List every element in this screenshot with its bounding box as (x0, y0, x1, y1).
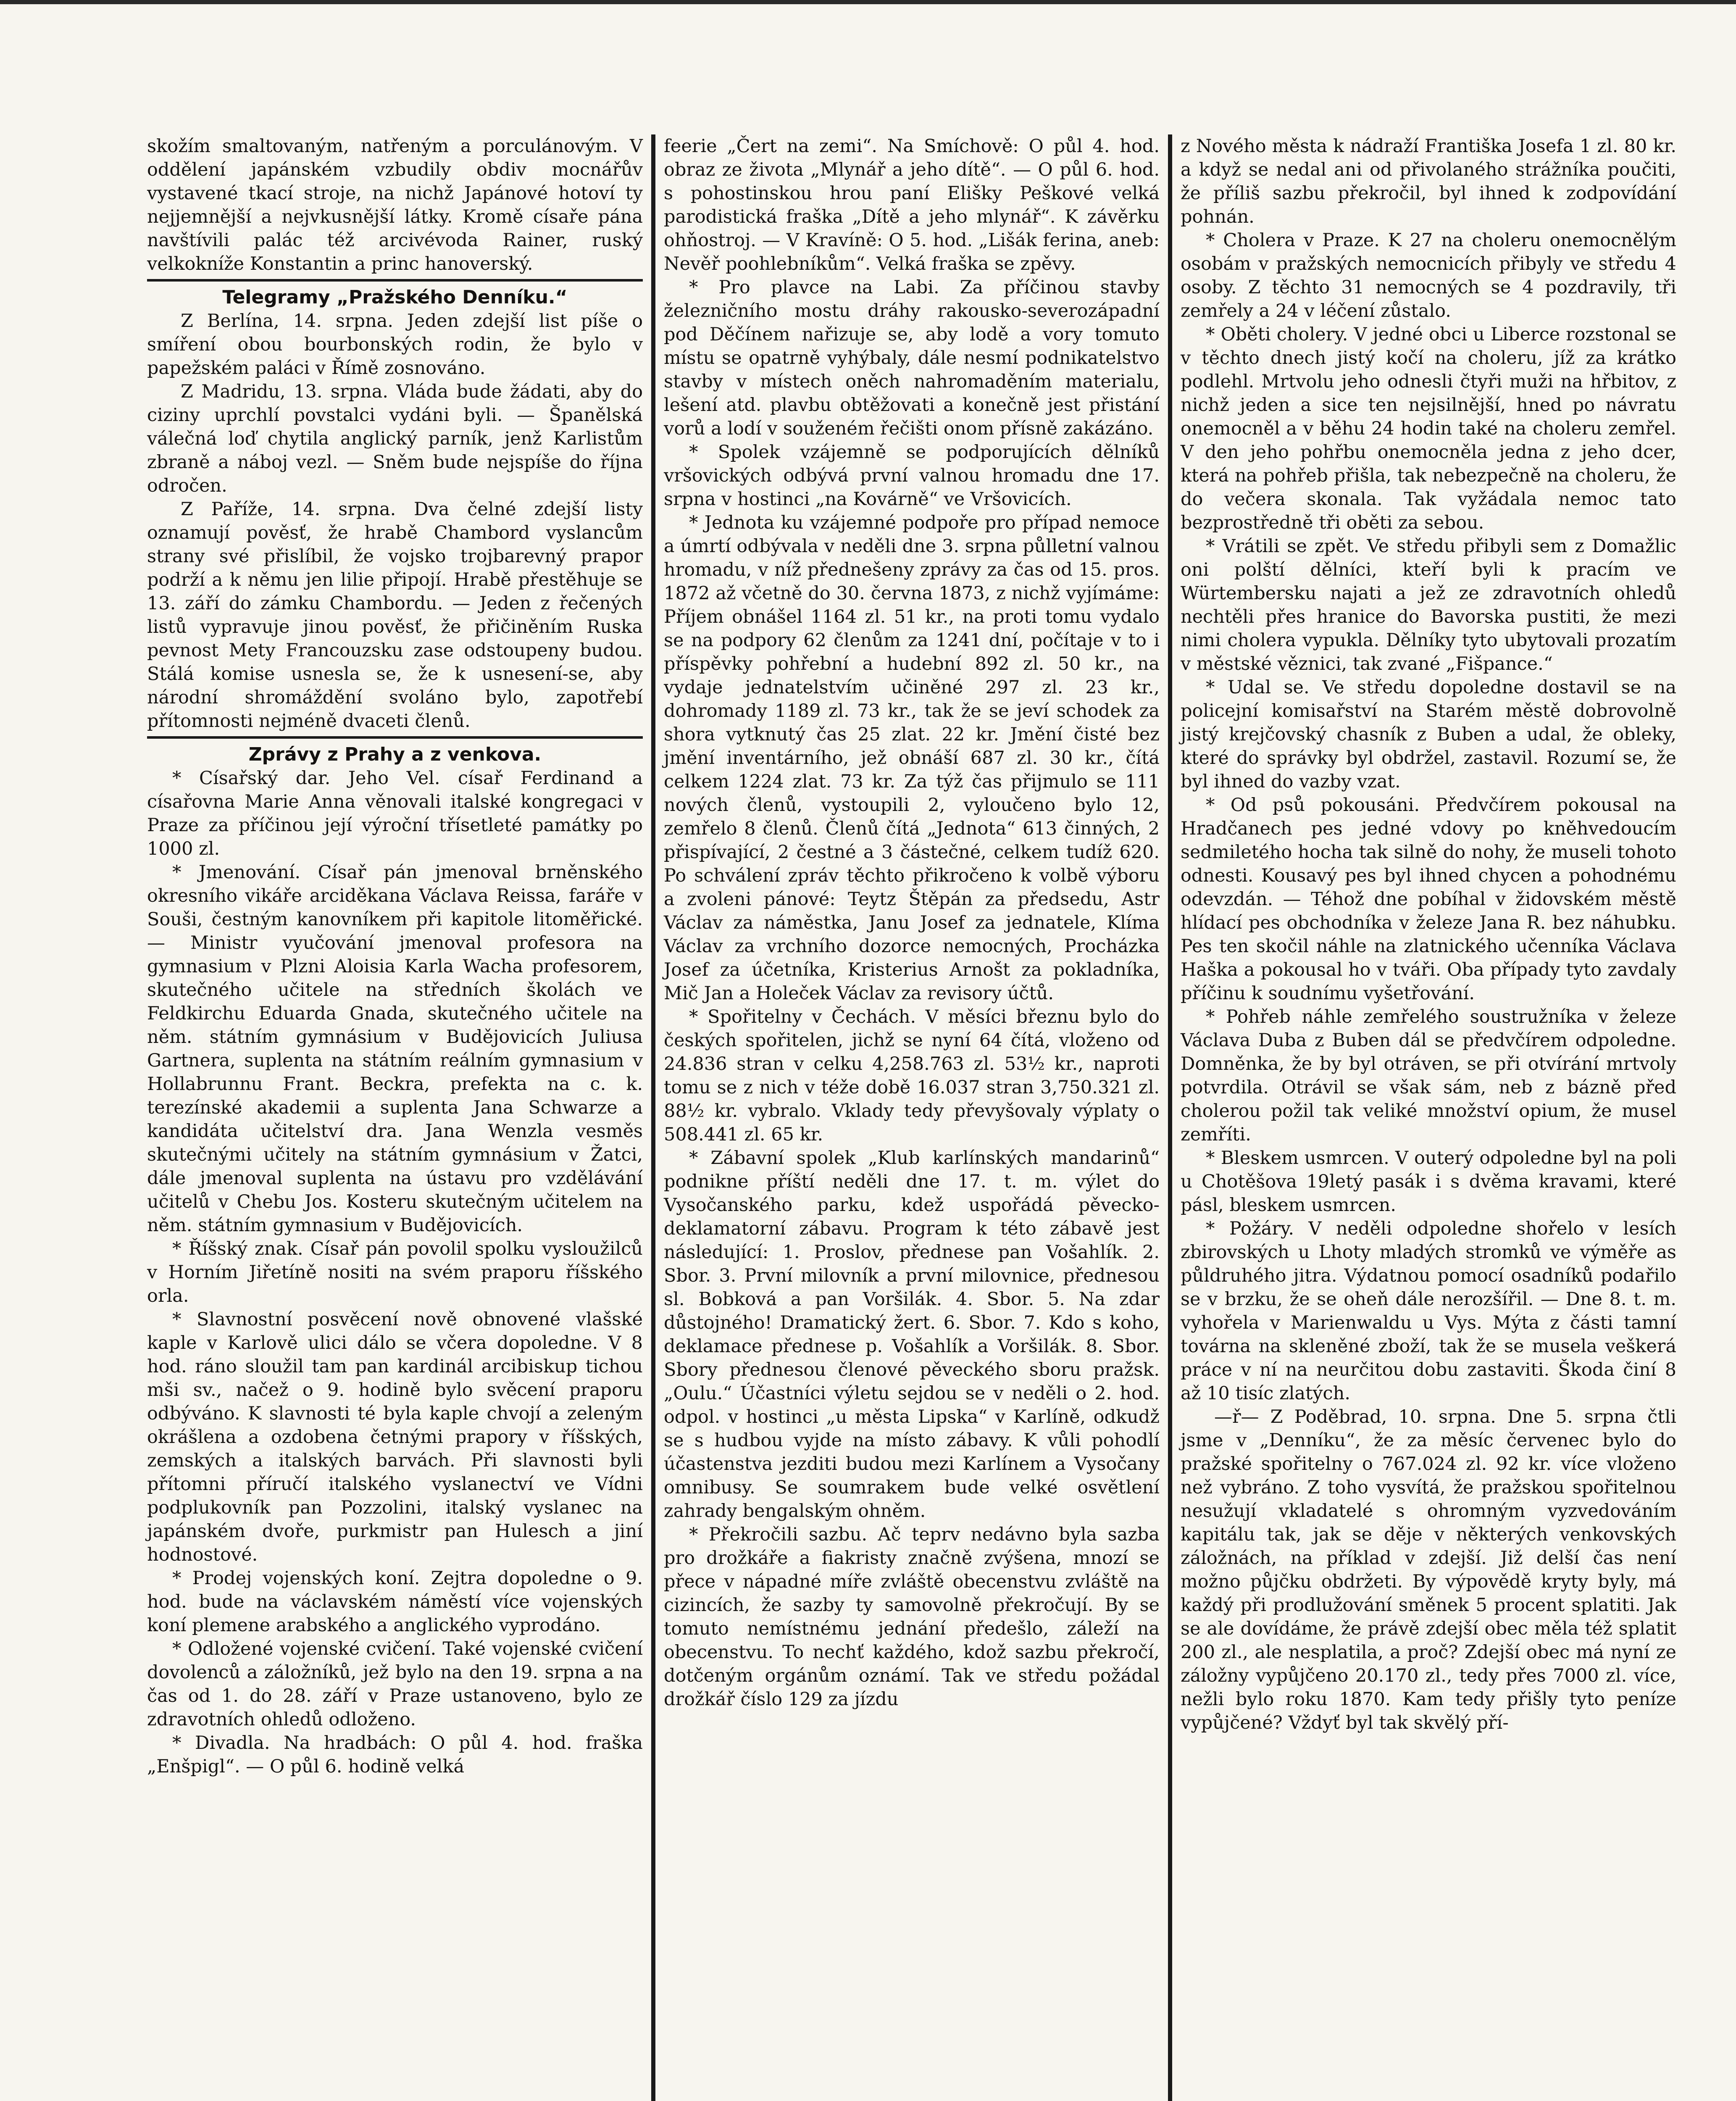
paragraph: z Nového města k nádraží Františka Josefa 1 zl. 80 kr. a když se nedal ani od přivolaného strážníka poučiti, že příliš sazbu překročil, byl ihned k zodpovídání pohnán. (1181, 136, 1676, 227)
column-divider (1168, 134, 1172, 2101)
news-item: * Jednota ku vzájemné podpoře pro případ nemoce a úmrtí odbývala v neděli dne 3. srpna půlletní valnou hromadu, v níž přednešeny zprávy za čas od 15. pros. 1872 až včetně do 30. června 1873, z nichž vyjímáme: Příjem obnášel 1164 zl. 51 kr., na proti tomu vydalo se na podpory 62 členům za 1241 dní, počítaje v to i příspěvky pohřební a hudební 892 zl. 50 kr., na vydaje jednatelstvím učiněné 297 zl. 23 kr., dohromady 1189 zl. 73 kr., tak že se jeví schodek za shora vytknutý čas 25 zlat. 22 kr. Jmění čisté bez jmění inventárního, jež obnáší 687 zl. 30 kr., čítá celkem 1224 zlat. 73 kr. Za týž čas přijmulo se 111 nových členů, vystoupili 2, vyloučeno bylo 12, zemřelo 8 členů. Členů čítá „Jednota“ 613 činných, 2 přispívající, 2 čestné a 3 částečné, celkem tudíž 620. Po schválení zpráv těchto přikročeno k volbě výboru a zvoleni pánové: Teytz Štěpán za předsedu, Astr Václav za náměstka, Janu Josef za jednatele, Klíma Václav za vrchního dozorce nemocných, Procházka Josef za účetníka, Kristerius Arnošt za pokladníka, Mič Jan a Holeček Václav za revisory účtů. (664, 512, 1160, 1004)
news-item: * Císařský dar. Jeho Vel. císař Ferdinand a císařovna Marie Anna věnovali italské kongregaci v Praze za příčinou její výroční třísetleté památky po 1000 zl. (147, 768, 643, 859)
top-edge-line (0, 0, 1736, 4)
news-item: * Oběti cholery. V jedné obci u Liberce rozstonal se v těchto dnech jistý kočí na choleru, jíž za krátko podlehl. Mrtvolu jeho odnesli čtyři muži na hřbitov, z nichž jeden a sice ten nejsilnější, hned po návratu onemocněl a v běhu 24 hodin také na choleru zemřel. V den jeho pohřbu onemocněla jedna z jeho dcer, která na pohřeb přišla, tak nebezpečně na choleru, že do večera skonala. Tak vyžádala nemoc tato bezprostředně tři oběti za sebou. (1181, 324, 1676, 533)
news-item: * Od psů pokousáni. Předvčírem pokousal na Hradčanech pes jedné vdovy po kněhvedoucím sedmiletého hocha tak silně do nohy, že museli tohoto odnesti. Kousavý pes byl ihned chycen a pohodnému odevzdán. — Téhož dne pobíhal v židovském městě hlídací pes obchodníka v železe Jana R. bez náhubku. Pes ten skočil náhle na zlatnického učenníka Václava Haška a pokousal ho v tváři. Oba případy tyto zavdaly příčinu k soudnímu vyšetřování. (1181, 795, 1676, 1004)
newspaper-page (143, 134, 1681, 2101)
paragraph: skožím smaltovaným, natřeným a porculánovým. V oddělení japánském vzbudily obdiv mocnářův vystavené tkací stroje, na nichž Japánové hotoví ty nejjemnější a nejvkusnější látky. Kromě císaře pána navštívili palác též arcivévoda Rainer, ruský velkokníže Konstantin a princ hanoverský. (147, 136, 643, 274)
news-item: * Prodej vojenských koní. Zejtra dopoledne o 9. hod. bude na václavském náměstí více vojenských koní plemene arabského a anglického vyprodáno. (147, 1568, 643, 1636)
news-item: * Jmenování. Císař pán jmenoval brněnského okresního vikáře arciděkana Václava Reissa, faráře v Souši, čestným kanovníkem při kapitole litoměřické. — Ministr vyučování jmenoval profesora na gymnasium v Plzni Aloisia Karla Wacha profesorem, skutečného učitele na středních školách ve Feldkirchu Eduarda Gnada, skutečného učitele na něm. státním gymnásium v Budějovicích Juliusa Gartnera, suplenta na státním reálním gymnasium v Hollabrunnu Frant. Beckra, prefekta na c. k. terezínské akademii a suplenta Jana Schwarze a kandidáta učitelství dra. Jana Wenzla vesměs skutečnými učitely na státním gymnásium v Žatci, dále jmenoval suplenta na ústavu pro vzdělávání učitelů v Chebu Jos. Kosteru skutečným učitelem na něm. státním gymnasium v Budějovicích. (147, 862, 643, 1236)
paragraph: feerie „Čert na zemi“. Na Smíchově: O půl 4. hod. obraz ze života „Mlynář a jeho dítě“. — O půl 6. hod. s pohostinskou hrou paní Elišky Peškové velká parodistická fraška „Dítě a jeho mlynář“. K závěrku ohňostroj. — V Kravíně: O 5. hod. „Lišák ferina, aneb: Nevěř poohlebníkům“. Velká fraška se zpěvy. (664, 136, 1160, 274)
news-item: * Vrátili se zpět. Ve středu přibyli sem z Domažlic oni polští dělníci, kteří byli k pracím ve Würtembersku najati a jež ze zdravotních ohledů nechtěli přes hranice do Bavorska pustiti, že mezi nimi cholera vypukla. Dělníky tyto ubytovali prozatím v městské věznici, tak zvané „Fišpance.“ (1181, 536, 1676, 674)
news-item: * Požáry. V neděli odpoledne shořelo v lesích zbirovských u Lhoty mladých stromků ve výměře as půldruhého jitra. Výdatnou pomocí osadníků podařilo se v brzku, že se oheň dále nerozšířil. — Dne 8. t. m. vyhořela v Marienwaldu u Vys. Mýta z části tamní továrna na skleněné zboží, tak že se musela veškerá práce v ní na neurčitou dobu zastaviti. Škoda činí 8 až 10 tisíc zlatých. (1181, 1218, 1676, 1404)
telegram-paragraph: Z Paříže, 14. srpna. Dva čelné zdejší listy oznamují pověsť, že hrabě Chambord vyslancům strany své přislíbil, že vojsko trojbarevný prapor podrží a k němu jen lilie připojí. Hrabě přestěhuje se 13. září do zámku Chambordu. — Jeden z řečených listů vypravuje jinou pověsť, že přičiněním Ruska pevnost Mety Francouzsku zase odstoupeny budou. Stálá komise usnesla se, že k usnesení-se, aby národní shromáždění svoláno bylo, zapotřebí přítomnosti nejméně dvaceti členů. (147, 499, 643, 732)
column-left (143, 134, 647, 2101)
news-item: * Spolek vzájemně se podporujících dělníků vršovických odbývá první valnou hromadu dne 17. srpna v hostinci „na Kovárně“ ve Vršovicích. (664, 442, 1160, 510)
news-item: * Pro plavce na Labi. Za příčinou stavby železničního mostu dráhy rakousko-severozápadní pod Děčínem nařizuje se, aby lodě a vory tomuto místu se opatrně vyhýbaly, dále nesmí podnikatelstvo stavby v místech oněch nahromaděním materialu, lešení atd. plavbu obtěžovati a konečně jest přistání vorů a lodí v souženém řečišti onom přísně zakázáno. (664, 277, 1160, 439)
news-item: * Zábavní spolek „Klub karlínských mandarinů“ podnikne příští neděli dne 17. t. m. výlet do Vysočanského parku, kdež uspořádá pěvecko-deklamatorní zábavu. Program k této zábavě jest následující: 1. Proslov, přednese pan Vošahlík. 2. Sbor. 3. První milovník a první milovnice, přednesou sl. Bobková a pan Voršilák. 4. Sbor. 5. Na zdar důstojného! Dramatický žert. 6. Sbor. 7. Kdo s koho, deklamace přednese p. Vošahlík a Voršilák. 8. Sbor. Sbory přednesou členové pěveckého sboru pražsk. „Oulu.“ Účastníci výletu sejdou se v neděli o 2. hod. odpol. v hostinci „u města Lipska“ v Karlíně, odkudž se s hudbou vyjde na místo zábavy. K vůli pohodlí účastenstva jezditi budou mezi Karlínem a Vysočany omnibusy. Se soumrakem bude velké osvětlení zahrady bengalským ohněm. (664, 1148, 1160, 1522)
section-heading: Telegramy „Pražského Denníku.“ (222, 287, 568, 308)
column-right (1176, 134, 1681, 2101)
telegram-paragraph: —ř— Z Poděbrad, 10. srpna. Dne 5. srpna čtli jsme v „Denníku“, že za měsíc červenec bylo do pražské spořitelny o 767.024 zl. 92 kr. více vloženo než vybráno. Z toho vysvítá, že pražskou spořitelnou nesužují vkladatelé s ohromným vyzvedováním kapitálu tak, jak se děje v některých venkovských záložnách, na příklad v zdejší. Již delší čas není možno půjčku obdržeti. By výpovědě kryty byly, má každý při prodlužování směnek 5 procent splatiti. Jak se ale dovídáme, že právě zdejší obec měla též splatit 200 zl., ale nesplatila, a proč? Zdejší obec má nyní ze záložny vypůjčeno 20.170 zl., tedy přes 7000 zl. více, nežli bylo roku 1870. Kam tedy přišly tyto peníze vypůjčené? Vždyť byl tak skvělý pří- (1181, 1406, 1676, 1733)
telegram-paragraph: Z Madridu, 13. srpna. Vláda bude žádati, aby do ciziny uprchlí povstalci vydáni byli. — Španělská válečná loď chytila anglický parník, jenž Karlistům zbraně a náboj vezl. — Sněm bude nejspíše do října odročen. (147, 381, 643, 496)
news-item: * Divadla. Na hradbách: O půl 4. hod. fraška „Enšpigl“. — O půl 6. hodině velká (147, 1732, 643, 1777)
news-item: * Odložené vojenské cvičení. Také vojenské cvičení dovolenců a záložníků, jež bylo na den 19. srpna a na čas od 1. do 28. září v Praze ustanoveno, bylo ze zdravotních ohledů odloženo. (147, 1638, 643, 1730)
news-item: * Pohřeb náhle zemřelého soustružníka v železe Václava Duba z Buben dál se předvčírem odpoledne. Domněnka, že by byl otráven, se při otvírání mrtvoly potvrdila. Otrávil se však sám, neb z bázně před cholerou požil tak veliké množství opium, že musel zemříti. (1181, 1006, 1676, 1145)
column-divider (651, 134, 655, 2101)
news-item: * Slavnostní posvěcení nově obnovené vlašské kaple v Karlově ulici dálo se včera dopoledne. V 8 hod. ráno sloužil tam pan kardinál arcibiskup tichou mši sv., načež o 9. hodině bylo svěcení praporu odbýváno. K slavnosti té byla kaple chvojí a zeleným okrášlena a ozdobena četnými prapory v říšských, zemských a italských barvách. Při slavnosti byli přítomni příručí italského vyslanectví ve Vídni podplukovník pan Pozzolini, italský vyslanec na japánském dvoře, purkmistr pan Hulesch a jiní hodnostové. (147, 1309, 643, 1565)
section-heading: Zprávy z Prahy a z venkova. (248, 744, 542, 765)
news-item: * Cholera v Praze. K 27 na choleru onemocnělým osobám v pražských nemocnicích přibyly ve středu 4 osoby. Z těchto 31 nemocných se 4 pozdravily, tři zemřely a 24 v léčení zůstalo. (1181, 230, 1676, 321)
news-item: * Říšský znak. Císař pán povolil spolku vysloužilců v Horním Jiřetíně nositi na svém praporu říšského orla. (147, 1238, 643, 1306)
section-rule (147, 736, 643, 739)
news-item: * Překročili sazbu. Ač teprv nedávno byla sazba pro drožkáře a fiakristy značně zvýšena, mnozí se přece v nápadné míře zvláště obecenstvu zvláště na cizincích, že sazby ty samovolně překročují. By se tomuto nemístnému jednání předešlo, záleží na obecenstvu. To nechť každého, kdož sazbu překročí, dotčeným orgánům oznámí. Tak ve středu požádal drožkář číslo 129 za jízdu (664, 1524, 1160, 1710)
news-item: * Udal se. Ve středu dopoledne dostavil se na policejní komisařství na Starém městě dobrovolně jistý krejčovský chasník z Buben a udal, že obleky, které do správky byl obdržel, zastavil. Rozumí se, že byl ihned do vazby vzat. (1181, 677, 1676, 792)
news-item: * Bleskem usmrcen. V outerý odpoledne byl na poli u Chotěšova 19letý pasák i s dvěma kravami, které pásl, bleskem usmrcen. (1181, 1148, 1676, 1216)
telegram-paragraph: Z Berlína, 14. srpna. Jeden zdejší list píše o smíření obou bourbonských rodin, že bylo v papežském paláci v Římě zosnováno. (147, 311, 643, 379)
column-middle (660, 134, 1164, 2101)
section-rule (147, 279, 643, 282)
news-item: * Spořitelny v Čechách. V měsíci březnu bylo do českých spořitelen, jichž se nyní 64 čítá, vloženo od 24.836 stran v celku 4,258.763 zl. 53½ kr., naproti tomu se z nich v téže době 16.037 stran 3,750.321 zl. 88½ kr. vybralo. Vklady tedy převyšovaly výplaty o 508.441 zl. 65 kr. (664, 1006, 1160, 1145)
